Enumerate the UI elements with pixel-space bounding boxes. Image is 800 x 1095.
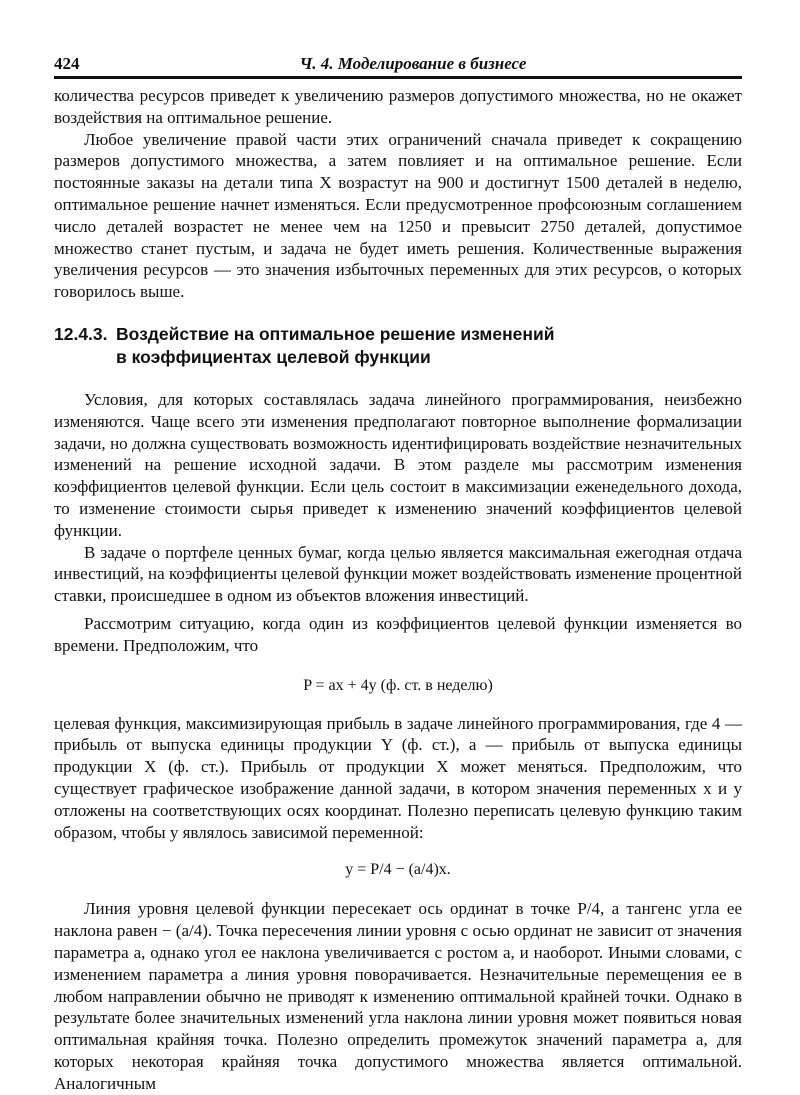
- book-page: [54, 48, 742, 1094]
- paragraph-situation: Рассмотрим ситуацию, когда один из коэффициентов целевой функции изменяется во времени. Предположим, что: [54, 613, 742, 655]
- running-head: Ч. 4. Моделирование в бизнесе: [299, 54, 527, 73]
- formula-objective: P = ax + 4y (ф. ст. в неделю): [303, 676, 493, 694]
- page-number: 424: [54, 54, 80, 73]
- paragraph-continuation: количества ресурсов приведет к увеличению размеров допустимого множества, но не окажет воздействия на оптимальное решение.: [54, 86, 742, 127]
- paragraph-objective-explanation: целевая функция, максимизирующая прибыль в задаче линейного программирования, где 4 — прибыль от выпуска единицы продукции Y (ф. ст.), a — прибыль от выпуска единицы продукции X (ф. ст.). Прибыль от продукции X может меняться. Предположим, что существует графическое изображение данной задачи, в котором значения переменных x и y отложены на соответствующих осях координат. Полезно переписать целевую функцию таким образом, чтобы y являлось зависимой переменной:: [54, 713, 742, 842]
- paragraph-conditions: Условия, для которых составлялась задача линейного программирования, неизбежно изменяются. Чаще всего эти изменения предполагают повторное выполнение формализации задачи, но должна существовать возможность идентифицировать воздействие незначительных изменений на решение исходной задачи. В этом разделе мы рассмотрим изменения коэффициентов целевой функции. Если цель состоит в максимизации еженедельного дохода, то изменение стоимости сырья приведет к изменению значений коэффициентов целевой функции.: [54, 389, 742, 540]
- section-heading: [54, 323, 742, 369]
- section-number: 12.4.3.: [54, 323, 108, 344]
- paragraph-level-line: Линия уровня целевой функции пересекает ось ординат в точке P/4, а тангенс угла ее наклона равен − (a/4). Точка пересечения линии уровня с осью ординат не зависит от значения параметра a, однако угол ее наклона увеличивается с ростом a, и наоборот. Иными словами, с изменением параметра a линия уровня поворачивается. Незначительные перемещения ее в любом направлении обычно не приводят к изменению оптимальной крайней точки. Однако в результате более значительных изменений угла наклона линии уровня может появиться новая оптимальная крайняя точка. Полезно определить промежуток значений параметра a, для которых некоторая крайняя точка допустимого множества является оптимальной. Аналогичным: [54, 899, 742, 1093]
- paragraph-portfolio: В задаче о портфеле ценных бумаг, когда целью является максимальная ежегодная отдача инвестиций, на коэффициенты целевой функции может воздействовать изменение процентной ставки, происшедшее в одном из объектов вложения инвестиций.: [54, 542, 742, 606]
- formula-rewritten: y = P/4 − (a/4)x.: [345, 861, 451, 879]
- paragraph-resource-increase: Любое увеличение правой части этих ограничений сначала приведет к сокращению размеров допустимого множества, а затем повлияет и на оптимальное решение. Если постоянные заказы на детали типа X возрастут на 900 и достигнут 1500 деталей в неделю, оптимальное решение начнет изменяться. Если предусмотренное профсоюзным соглашением число деталей возрастет не менее чем на 1250 и превысит 2750 деталей, допустимое множество станет пустым, и задача не будет иметь решения. Количественные выражения увеличения ресурсов — это значения избыточных переменных для этих ресурсов, о которых говорилось выше.: [54, 129, 742, 302]
- section-title-line2: в коэффициентах целевой функции: [116, 346, 431, 367]
- section-title-line1: Воздействие на оптимальное решение изменений: [116, 323, 555, 344]
- page-header: [54, 48, 742, 79]
